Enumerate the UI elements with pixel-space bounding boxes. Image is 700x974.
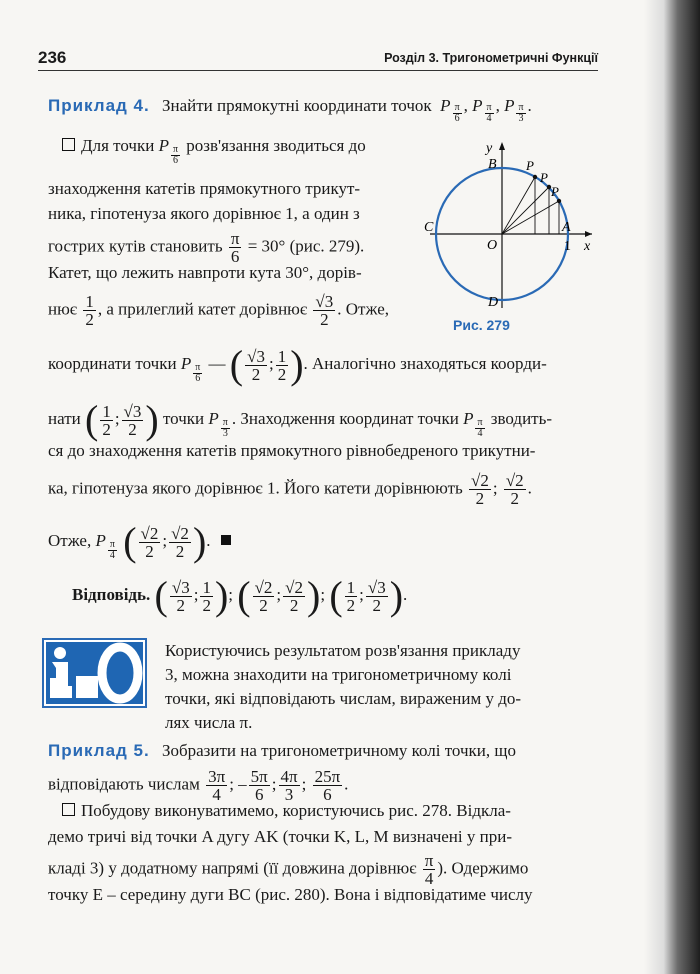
ex4-line7: координати точки P $\frac{\pi}{6}$ — ( $\frac{√3}{2}$ ; $\frac{1}{2}$ ). Аналогічно знаходяться коорди- [48,342,547,387]
answer-label: Відповідь. [72,584,151,604]
point-c-label: C [424,220,434,235]
point-p6-label: P [551,184,559,199]
example4-task: Знайти прямокутні координати точок [161,96,432,115]
ex4-line2: знаходження катетів прямокутного трикут- [48,179,361,198]
point-p3-label: P [526,158,534,173]
point-a-label: A [562,220,571,235]
ex5-para3: кладі 3) у додатному напрямі (її довжина дорівнює $\frac{\pi}{4}$ ). Одержимо [48,851,529,888]
point-d-label: D [488,295,499,310]
ex5-para4: точку E – середину дуги BC (рис. 280). Вона і відповідатиме числу [48,885,533,904]
ex4-line1: Для точки P $\frac{\pi}{6}$ розв'язання зводиться до [62,135,366,166]
ex4-line10: ка, гіпотенуза якого дорівнює 1. Його катети дорівнюють $\frac{√2}{2}$ ; $\frac{√2}{2}$ . [48,471,532,508]
point-p4-label: P [540,170,548,185]
solution-start-square [62,138,75,151]
ex4-line5: Катет, що лежить навпроти кута 30°, дорів- [48,263,362,282]
ex5-para2: демо тричі від точки A дугу AK (точки K, L, M визначені у при- [48,827,512,846]
origin-label: O [487,238,498,253]
info-icon [42,638,147,708]
y-label: y [486,141,493,156]
x-label: x [584,239,591,254]
example4-heading: Приклад 4. Знайти прямокутні координати точок P $\frac{\pi}{6}$ , P $\frac{\pi}{4}$ , P $\frac{\pi}{3}$ . [48,96,532,124]
example5-heading: Приклад 5. Зобразити на тригонометричному колі точки, що [48,741,516,760]
page-header [38,48,598,71]
note-line2: 3, можна знаходити на тригонометричному колі [165,665,512,684]
unit-label: 1 [564,239,571,254]
unit-circle-figure [420,138,600,316]
ex4-line11: Отже, P $\frac{\pi}{4}$ ( $\frac{√2}{2}$ ; $\frac{√2}{2}$ ). [48,522,231,562]
ex5-line2: відповідають числам $\frac{3\pi}{4}$ ; – $\frac{5\pi}{6}$ ; $\frac{4\pi}{3}$ ; $\frac{25\pi}{6}$ . [48,767,349,804]
example5-label: Приклад 5. [48,741,150,760]
ex4-answer: Відповідь. ( $\frac{√3}{2}$ ; $\frac{1}{2}$ ); ( $\frac{√2}{2}$ ; $\frac{√2}{2}$ ); ( $\frac{1}{2}$ ; $\frac{√3}{2}$ ). [72,573,408,618]
ex4-line8: нати ( $\frac{1}{2}$ ; $\frac{√3}{2}$ ) точки P $\frac{\pi}{3}$ . Знаходження координат точки P $\frac{\pi}{4}$ зводить- [48,397,553,442]
book-spine-shadow [644,0,700,974]
note-line3: точки, які відповідають числам, вираженим у до- [165,689,522,708]
ex4-line6: нює $\frac{1}{2}$ , а прилеглий катет дорівнює $\frac{√3}{2}$ . Отже, [48,292,389,329]
page-number: 236 [38,48,67,67]
ex5-para1: Побудову виконуватимемо, користуючись рис. 278. Відкла- [62,800,511,822]
ex4-line9: ся до знаходження катетів прямокутного рівнобедреного трикутни- [48,441,536,460]
note-line1: Користуючись результатом розв'язання прикладу [165,641,521,660]
solution-start-square [62,803,75,816]
ex4-line3: ника, гіпотенуза якого дорівнює 1, а один з [48,204,360,223]
ex4-line4: гострих кутів становить $\frac{\pi}{6}$ = 30° (рис. 279). [48,229,365,266]
section-title: Розділ 3. Тригонометричні Функції [384,51,598,65]
solution-end-square [221,535,231,545]
example4-label: Приклад 4. [48,96,150,115]
point-b-label: B [488,157,497,172]
figure-caption: Рис. 279 [453,317,510,333]
note-line4: лях числа π. [165,713,253,732]
